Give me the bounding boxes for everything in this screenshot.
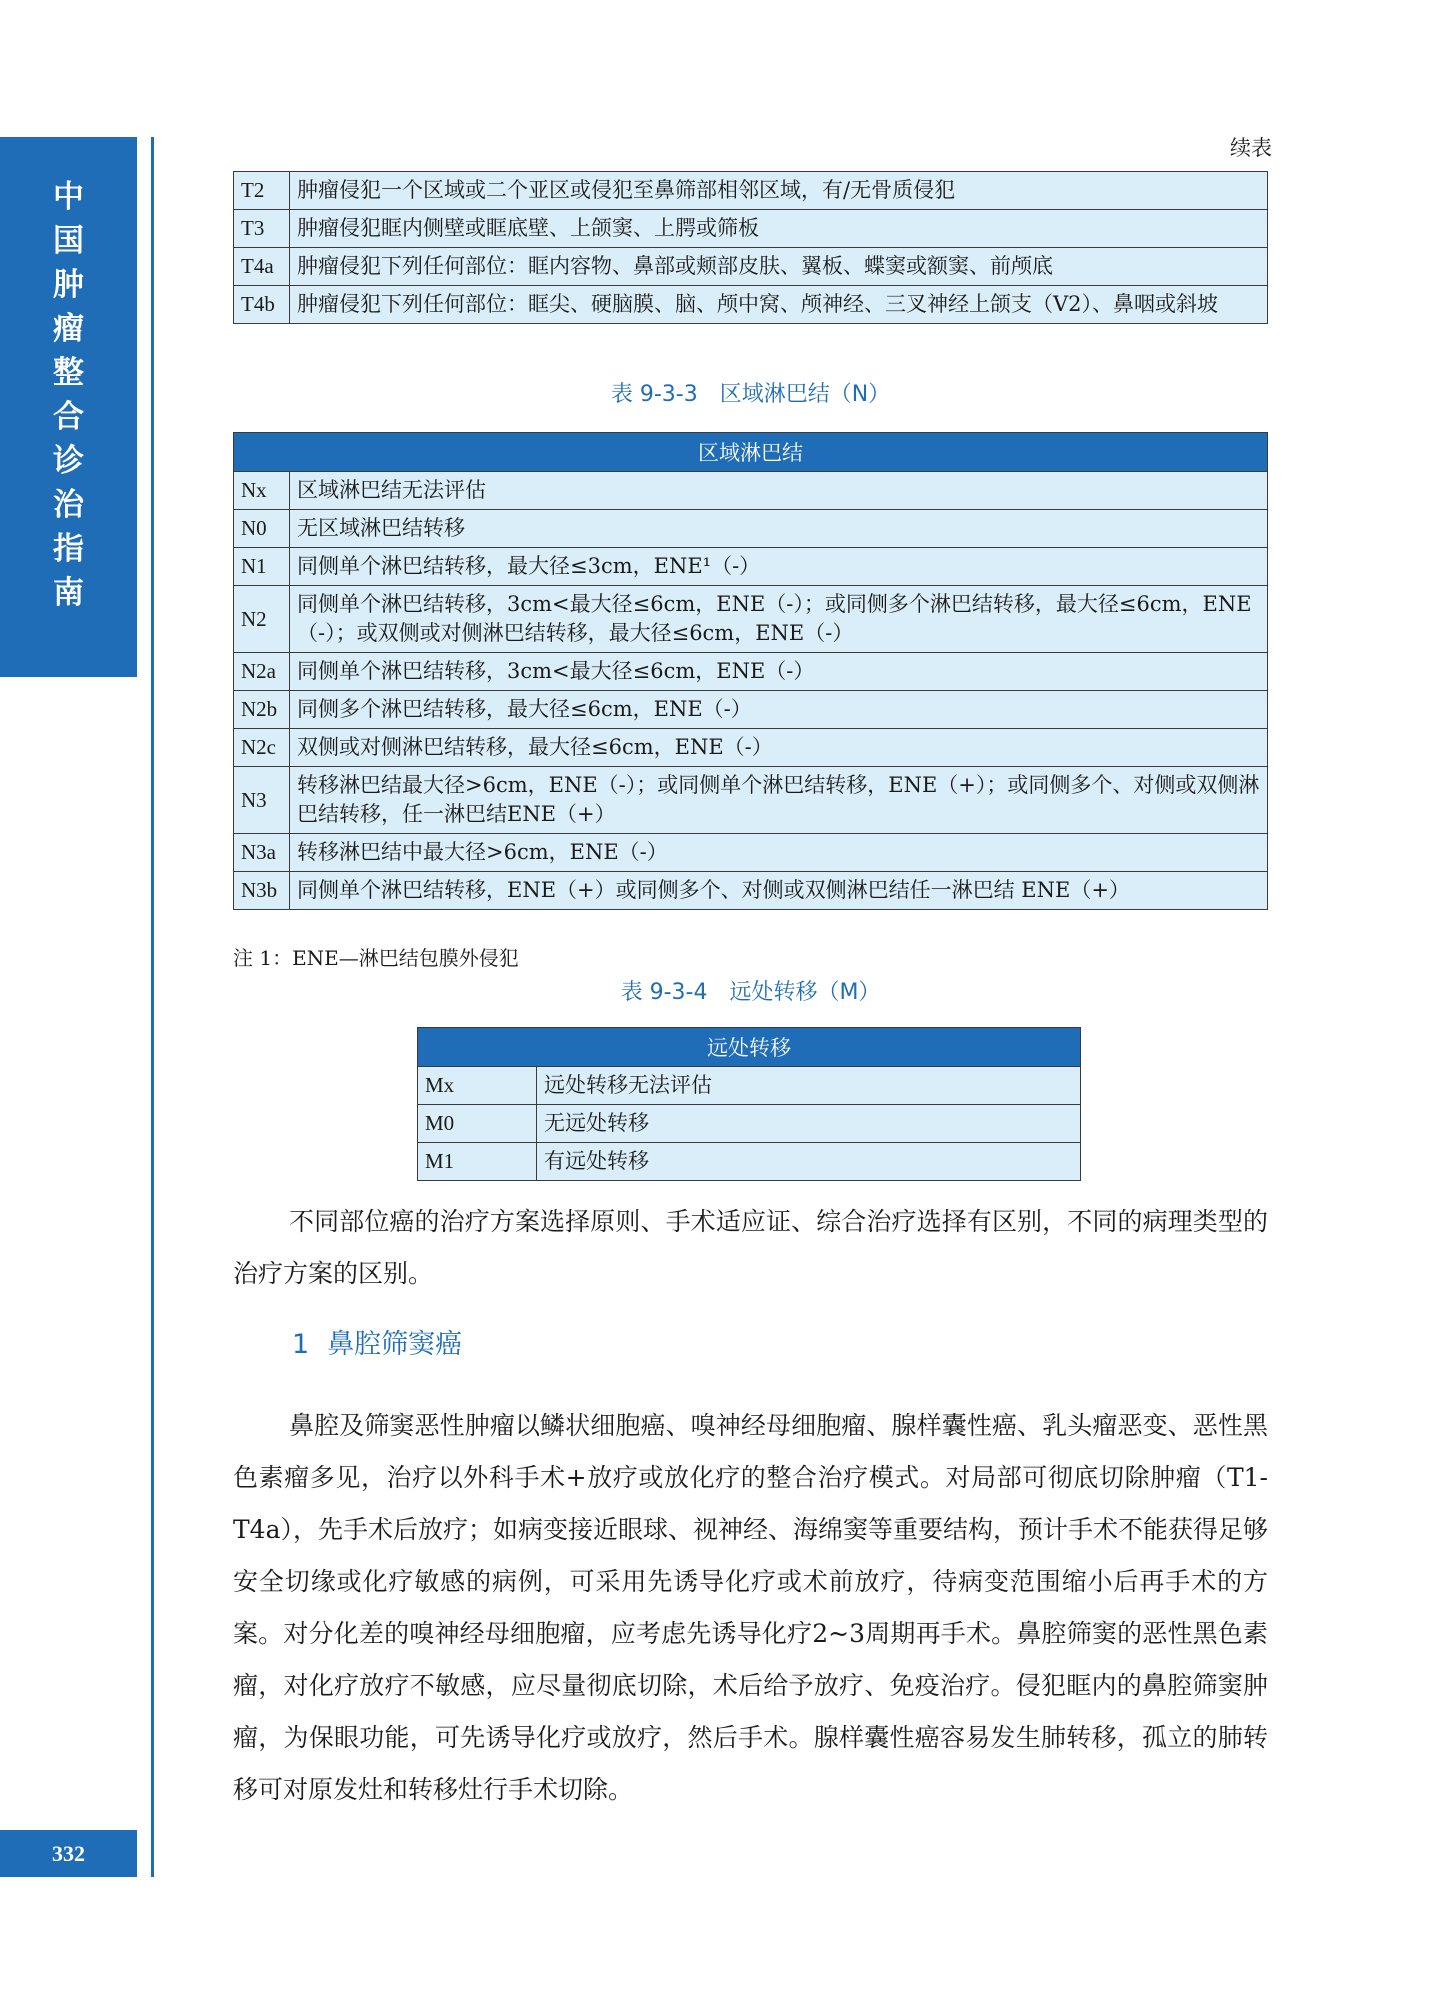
stage-code: Nx — [234, 472, 290, 510]
table-row — [234, 510, 1268, 548]
table-row — [418, 1143, 1081, 1181]
table-header: 区域淋巴结 — [234, 433, 1268, 472]
stage-code: N0 — [234, 510, 290, 548]
stage-desc: 同侧单个淋巴结转移，ENE（+）或同侧多个、对侧或双侧淋巴结任一淋巴结 ENE（+） — [290, 872, 1268, 910]
stage-code: N3b — [234, 872, 290, 910]
stage-desc: 同侧单个淋巴结转移，最大径≤3cm，ENE¹（-） — [290, 548, 1268, 586]
stage-code: T4b — [234, 286, 290, 324]
table-row — [234, 729, 1268, 767]
table-row — [418, 1105, 1081, 1143]
continued-label: 续表 — [1230, 136, 1272, 160]
stage-desc: 肿瘤侵犯下列任何部位：眶内容物、鼻部或颊部皮肤、翼板、蝶窦或额窦、前颅底 — [290, 248, 1268, 286]
stage-code: T4a — [234, 248, 290, 286]
stage-code: N2b — [234, 691, 290, 729]
table-row — [234, 248, 1268, 286]
table-row — [234, 691, 1268, 729]
n-stage-table — [233, 432, 1268, 910]
m-table-caption: 表 9-3-4 远处转移（M） — [620, 980, 881, 1005]
stage-code: Mx — [418, 1067, 537, 1105]
section-heading — [292, 1322, 462, 1361]
section-number: 1 — [292, 1329, 310, 1360]
stage-desc: 远处转移无法评估 — [537, 1067, 1081, 1105]
stage-code: N1 — [234, 548, 290, 586]
stage-code: N2a — [234, 653, 290, 691]
stage-desc: 区域淋巴结无法评估 — [290, 472, 1268, 510]
table-row — [234, 286, 1268, 324]
table-row — [234, 834, 1268, 872]
stage-desc: 同侧多个淋巴结转移，最大径≤6cm，ENE（-） — [290, 691, 1268, 729]
stage-desc: 肿瘤侵犯下列任何部位：眶尖、硬脑膜、脑、颅中窝、颅神经、三叉神经上颌支（V2）、鼻咽或斜坡 — [290, 286, 1268, 324]
stage-code: N3 — [234, 767, 290, 834]
table-header: 远处转移 — [418, 1028, 1081, 1067]
table-row — [234, 767, 1268, 834]
table-header-row — [234, 433, 1268, 472]
stage-desc: 肿瘤侵犯一个区域或二个亚区或侵犯至鼻筛部相邻区域，有/无骨质侵犯 — [290, 172, 1268, 210]
stage-code: T3 — [234, 210, 290, 248]
stage-desc: 同侧单个淋巴结转移，3cm<最大径≤6cm，ENE（-）；或同侧多个淋巴结转移，最大径≤6cm，ENE（-）；或双侧或对侧淋巴结转移，最大径≤6cm，ENE（-） — [290, 586, 1268, 653]
stage-desc: 有远处转移 — [537, 1143, 1081, 1181]
table-row — [234, 586, 1268, 653]
stage-code: M1 — [418, 1143, 537, 1181]
page-number: 332 — [0, 1830, 137, 1877]
stage-desc: 无远处转移 — [537, 1105, 1081, 1143]
table-row — [234, 210, 1268, 248]
stage-desc: 无区域淋巴结转移 — [290, 510, 1268, 548]
table-row — [234, 472, 1268, 510]
stage-desc: 肿瘤侵犯眶内侧壁或眶底壁、上颌窦、上腭或筛板 — [290, 210, 1268, 248]
stage-code: N3a — [234, 834, 290, 872]
table-row — [234, 172, 1268, 210]
table-row — [234, 872, 1268, 910]
stage-code: M0 — [418, 1105, 537, 1143]
stage-code: N2c — [234, 729, 290, 767]
stage-desc: 双侧或对侧淋巴结转移，最大径≤6cm，ENE（-） — [290, 729, 1268, 767]
table-row — [234, 653, 1268, 691]
table-row — [418, 1067, 1081, 1105]
m-stage-table — [417, 1027, 1081, 1181]
section-title: 鼻腔筛窦癌 — [327, 1329, 463, 1360]
section-body: 鼻腔及筛窦恶性肿瘤以鳞状细胞癌、嗅神经母细胞瘤、腺样囊性癌、乳头瘤恶变、恶性黑色素瘤多见，治疗以外科手术+放疗或放化疗的整合治疗模式。对局部可彻底切除肿瘤（T1-T4a），先手术后放疗；如病变接近眼球、视神经、海绵窦等重要结构，预计手术不能获得足够安全切缘或化疗敏感的病例，可采用先诱导化疗或术前放疗，待病变范围缩小后再手术的方案。对分化差的嗅神经母细胞瘤，应考虑先诱导化疗2~3周期再手术。鼻腔筛窦的恶性黑色素瘤，对化疗放疗不敏感，应尽量彻底切除，术后给予放疗、免疫治疗。侵犯眶内的鼻腔筛窦肿瘤，为保眼功能，可先诱导化疗或放疗，然后手术。腺样囊性癌容易发生肺转移，孤立的肺转移可对原发灶和转移灶行手术切除。 — [233, 1411, 1268, 1804]
stage-desc: 转移淋巴结最大径>6cm，ENE（-）；或同侧单个淋巴结转移，ENE（+）；或同侧多个、对侧或双侧淋巴结转移，任一淋巴结ENE（+） — [290, 767, 1268, 834]
stage-code: N2 — [234, 586, 290, 653]
n-table-caption: 表 9-3-3 区域淋巴结（N） — [610, 382, 891, 407]
table-header-row — [418, 1028, 1081, 1067]
t-stage-table — [233, 171, 1268, 324]
margin-rule — [151, 137, 154, 1877]
stage-desc: 转移淋巴结中最大径>6cm，ENE（-） — [290, 834, 1268, 872]
intro-paragraph: 不同部位癌的治疗方案选择原则、手术适应证、综合治疗选择有区别，不同的病理类型的治疗方案的区别。 — [233, 1207, 1268, 1288]
stage-desc: 同侧单个淋巴结转移，3cm<最大径≤6cm，ENE（-） — [290, 653, 1268, 691]
table-row — [234, 548, 1268, 586]
n-table-footnote: 注 1：ENE—淋巴结包膜外侵犯 — [233, 946, 519, 970]
book-title: 中 国 肿 瘤 整 合 诊 治 指 南 — [53, 179, 84, 611]
stage-code: T2 — [234, 172, 290, 210]
